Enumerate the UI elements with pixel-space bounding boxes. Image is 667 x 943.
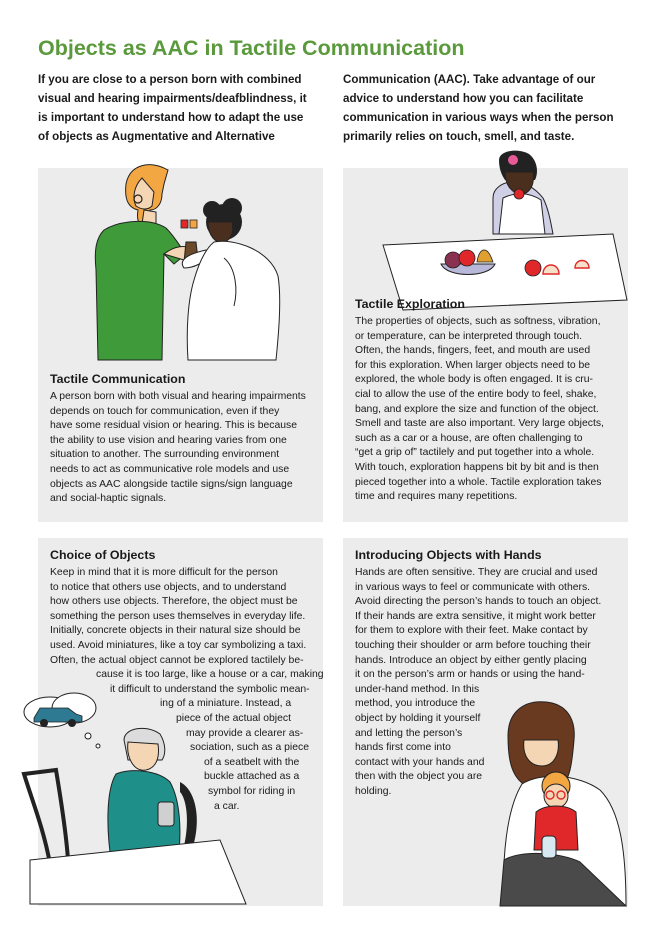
intro-line: primarily relies on touch, smell, and taste. (343, 130, 575, 143)
body-line: something the person uses themselves in everyday life. (50, 610, 306, 622)
body-line: Avoid directing the person’s hands to touch an object. (355, 596, 602, 608)
intro-line: If you are close to a person born with combined (38, 73, 302, 86)
body-line: Often, the actual object cannot be explored tactilely be- (50, 654, 304, 666)
body-line: and letting the person’s (355, 727, 463, 739)
body-line: The properties of objects, such as softness, vibration, (355, 316, 601, 327)
body-line: sociation, such as a piece (190, 742, 309, 754)
body-line: used. Avoid miniatures, like a toy car symbolizing a taxi. (50, 639, 307, 651)
body-line: symbol for riding in (208, 785, 296, 797)
body-line: needs to act as communicative role models and use (50, 463, 290, 475)
body-line: hands first come into (355, 742, 451, 754)
body-line: time and requires many repetitions. (355, 491, 518, 503)
body-line: Often, the hands, fingers, feet, and mouth are used (355, 345, 591, 357)
section-heading-choice-of-objects: Choice of Objects (50, 548, 156, 562)
body-line: such as a car or a house, are often challenging to (355, 432, 583, 444)
body-line: piece of the actual object (176, 712, 291, 724)
body-line: depends on touch for communication, even if they (50, 405, 280, 417)
body-line: under-hand method. In this (355, 683, 480, 695)
section-heading-tactile-exploration: Tactile Exploration (355, 297, 465, 311)
intro-right (343, 70, 614, 146)
body-line: contact with your hands and (355, 756, 485, 768)
body-line: touching their shoulder or arm before touching their (355, 639, 591, 651)
tactile-exploration-illustration (343, 150, 643, 310)
body-line: to notice that others use objects, and to understand (50, 581, 287, 593)
body-line: then with the object you are (355, 771, 483, 783)
body-line: how others use objects. Therefore, the object must be (50, 596, 298, 608)
section-heading-tactile-communication: Tactile Communication (50, 372, 186, 386)
body-line: for this exploration. When larger objects need to be (355, 359, 591, 371)
section-heading-introducing-objects: Introducing Objects with Hands (355, 548, 542, 562)
body-line: explored, the whole body is often engaged. It is cru- (355, 374, 593, 386)
body-line: situation to another. The surrounding environment (50, 449, 280, 461)
body-line: pieced together into a whole. Tactile exploration takes (355, 476, 602, 488)
body-line: buckle attached as a (204, 771, 300, 783)
intro-line: communication in various ways when the person (343, 111, 614, 124)
body-line: hands. Introduce an object by either gently placing (355, 654, 587, 666)
body-line: method, you introduce the (355, 698, 476, 710)
body-line: the ability to use vision and hearing varies from one (50, 434, 287, 446)
body-line: holding. (355, 785, 392, 797)
body-line: object by holding it yourself (355, 712, 481, 724)
body-line: it on the person’s arm or hands or using the hand- (355, 669, 585, 681)
tactile-communication-illustration (38, 150, 323, 360)
body-line: With touch, exploration happens bit by bit and is then (355, 461, 599, 473)
intro-line: of objects as Augmentative and Alternative (38, 130, 275, 143)
body-line: of a seatbelt with the (204, 756, 300, 768)
body-line: it difficult to understand the symbolic mean- (110, 683, 310, 695)
body-line: Smell and taste are also important. Very large objects, (355, 418, 604, 430)
body-line: Keep in mind that it is more difficult for the person (50, 567, 278, 578)
intro-line: advice to understand how you can facilitate (343, 92, 584, 105)
section-body-tactile-exploration (355, 315, 604, 505)
body-line: bang, and explore the size and function of the object. (355, 403, 599, 415)
intro-line: Communication (AAC). Take advantage of our (343, 73, 596, 86)
section-body-choice-of-objects (50, 566, 324, 814)
body-line: for them to explore with their feet. Make contact by (355, 625, 588, 637)
body-line: and social-haptic signals. (50, 493, 167, 505)
intro-line: is important to understand how to adapt the use (38, 111, 304, 124)
body-line: objects as AAC alongside tactile signs/sign language (50, 478, 293, 490)
intro-left (38, 70, 307, 146)
body-line: a car. (214, 800, 240, 812)
section-body-introducing-objects (355, 566, 601, 800)
body-line: cial to allow the use of the entire body to feel, shake, (355, 388, 597, 400)
body-line: cause it is too large, like a house or a car, making (96, 669, 324, 681)
body-line: in various ways to feel or communicate with others. (355, 581, 591, 593)
body-line: A person born with both visual and hearing impairments (50, 391, 306, 402)
intro-line: visual and hearing impairments/deafblindness, it (38, 92, 307, 105)
body-line: Hands are often sensitive. They are crucial and used (355, 567, 598, 578)
body-line: may provide a clearer as- (186, 727, 304, 739)
body-line: “get a grip of” tactilely and put together into a whole. (355, 447, 595, 459)
body-line: If their hands are extra sensitive, it might work better (355, 610, 596, 622)
section-body-tactile-communication (50, 390, 306, 507)
body-line: ing of a miniature. Instead, a (160, 698, 292, 710)
body-line: Initially, concrete objects in their natural size should be (50, 625, 301, 637)
body-line: have some residual vision or hearing. This is because (50, 420, 298, 432)
body-line: or temperature, can be interpreted through touch. (355, 330, 583, 342)
page-title: Objects as AAC in Tactile Communication (38, 36, 465, 60)
